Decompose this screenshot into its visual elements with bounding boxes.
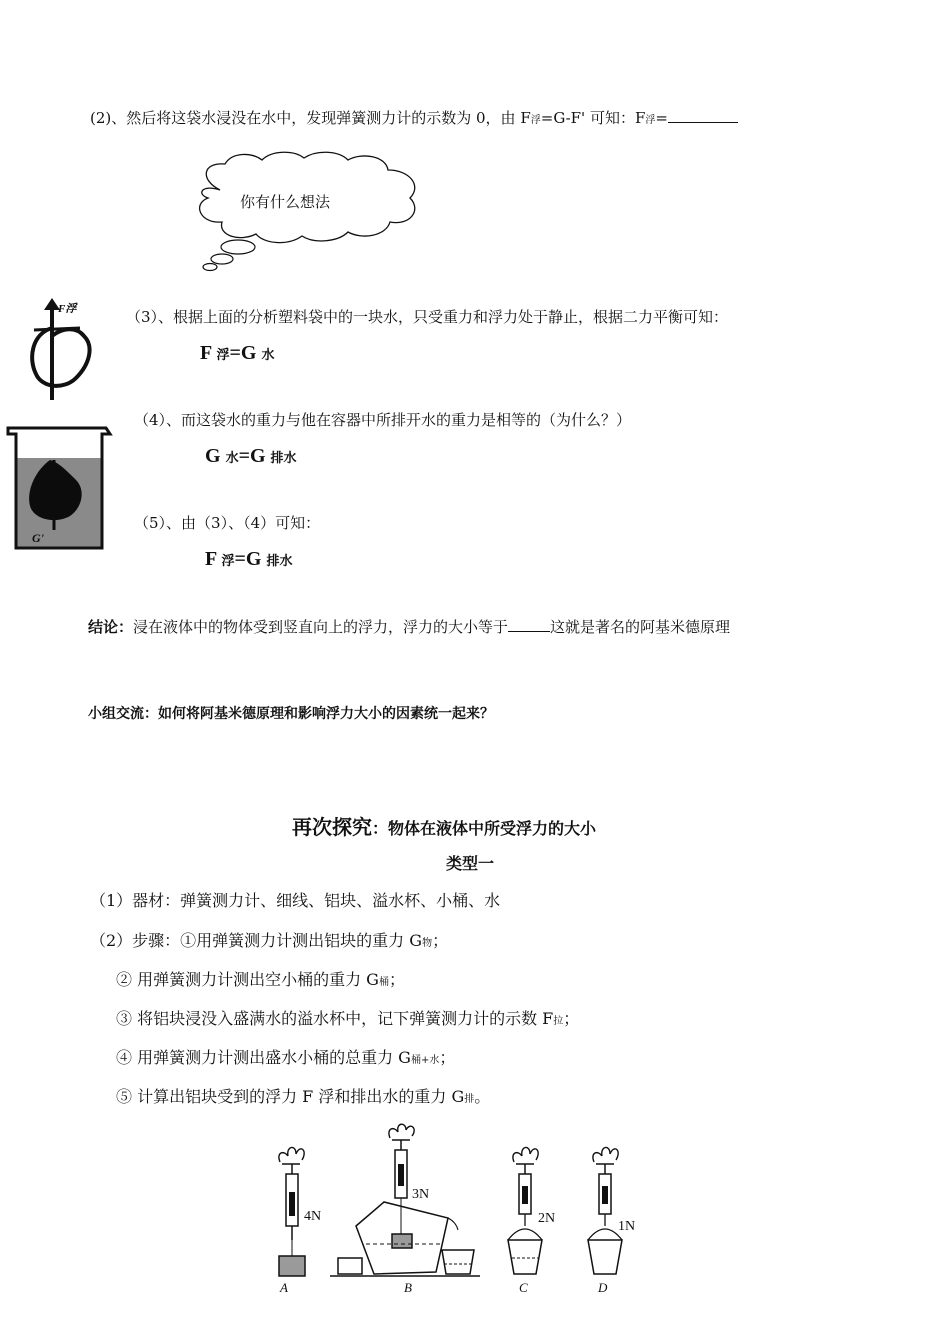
label-c: C: [519, 1280, 528, 1295]
step2-text: (2)、然后将这袋水浸没在水中，发现弹簧测力计的示数为 0，由 F浮=G-F' 可知：F浮=: [90, 107, 738, 128]
answer-blank-2[interactable]: [508, 631, 550, 632]
step5-text: （5）、由（3）、（4）可知：: [134, 514, 321, 532]
label-b: B: [404, 1280, 412, 1295]
section2-title: 再次探究：物体在液体中所受浮力的大小: [292, 815, 597, 839]
step-item-3: ③ 将铝块浸没入盛满水的溢水杯中，记下弹簧测力计的示数 F拉；: [116, 1009, 580, 1028]
apparatus-b: [330, 1124, 480, 1295]
reading-d: 1N: [618, 1219, 636, 1234]
type-label: 类型一: [446, 854, 495, 873]
formula-4: G 水=G 排水: [205, 445, 297, 467]
fig1-force-label: F浮: [58, 303, 77, 315]
apparatus-c: [508, 1147, 555, 1295]
step3-text: （3）、根据上面的分析塑料袋中的一块水，只受重力和浮力处于静止，根据二力平衡可知：: [126, 308, 729, 326]
beaker-bag-figure: [6, 424, 116, 554]
materials-line: （1）器材：弹簧测力计、细线、铝块、溢水杯、小桶、水: [90, 891, 501, 910]
formula-5: F 浮=G 排水: [205, 548, 293, 570]
step-item-4: ④ 用弹簧测力计测出盛水小桶的总重力 G桶+水；: [116, 1048, 456, 1067]
apparatus-a: [279, 1147, 321, 1295]
reading-a: 4N: [304, 1209, 322, 1224]
label-d: D: [598, 1280, 608, 1295]
label-a: A: [280, 1280, 288, 1295]
reading-c: 2N: [538, 1211, 556, 1226]
reading-b: 3N: [412, 1187, 430, 1202]
group-discussion: 小组交流：如何将阿基米德原理和影响浮力大小的因素统一起来？: [88, 706, 494, 722]
answer-blank-1[interactable]: [668, 122, 738, 123]
steps-intro: （2）步骤：①用弹簧测力计测出铝块的重力 G物；: [90, 931, 449, 950]
thought-cloud: [190, 150, 430, 275]
apparatus-d: [588, 1147, 635, 1295]
experiment-figure: [270, 1122, 660, 1300]
formula-3: F 浮=G 水: [200, 342, 275, 364]
step-item-5: ⑤ 计算出铝块受到的浮力 F 浮和排出水的重力 G排。: [116, 1087, 491, 1106]
step4-text: （4）、而这袋水的重力与他在容器中所排开水的重力是相等的（为什么？）: [134, 411, 632, 429]
fig2-weight-label: G': [32, 531, 44, 545]
thought-bubble-text: 你有什么想法: [240, 193, 331, 211]
step-item-2: ② 用弹簧测力计测出空小桶的重力 G桶；: [116, 970, 405, 989]
bag-force-figure: [24, 298, 104, 403]
conclusion: 结论：浸在液体中的物体受到竖直向上的浮力，浮力的大小等于 这就是著名的阿基米德原理: [88, 618, 731, 636]
